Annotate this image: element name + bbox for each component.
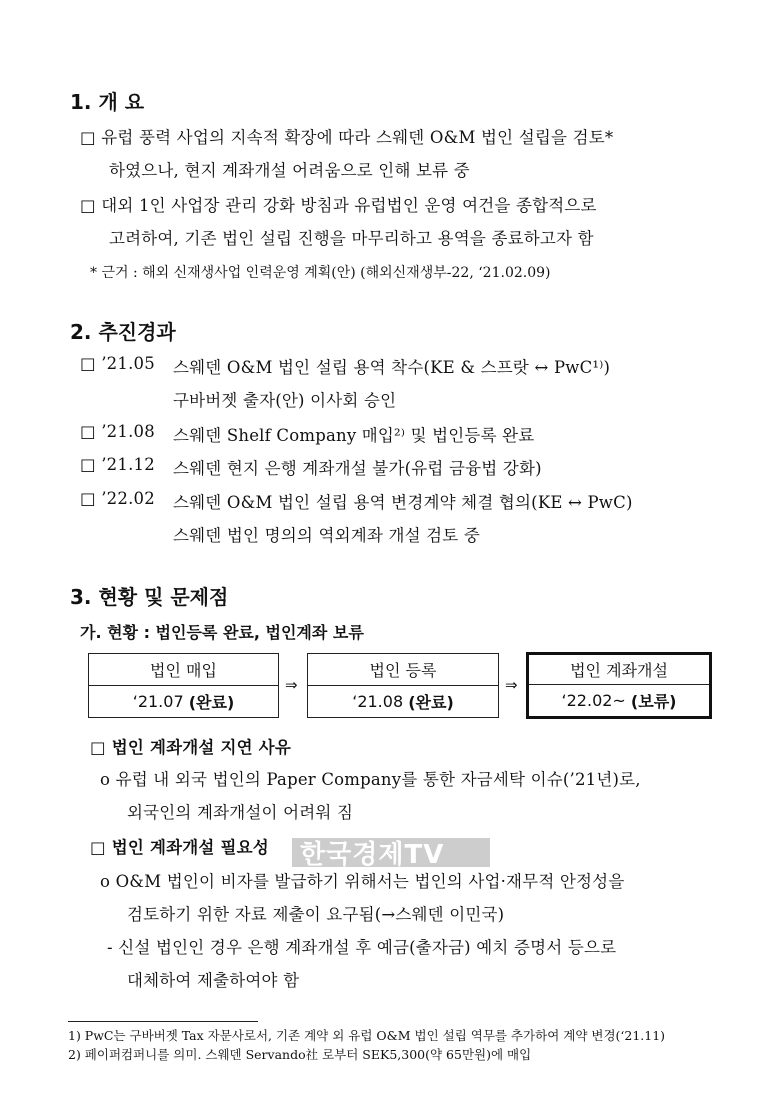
s1-bullet-2-line-2: 고려하여, 기존 법인 설립 진행을 마무리하고 용역을 종료하고자 함	[109, 229, 594, 248]
s2-row-4-text: 스웨덴 O&M 법인 설립 용역 변경계약 체결 협의(KE ↔ PwC)	[173, 493, 633, 512]
s2-row-1-date: □ ’21.05	[80, 354, 155, 373]
flow-box-purchase-date: ‘21.07	[132, 691, 184, 711]
flow-arrow-1: ⇒	[285, 676, 298, 694]
s2-row-3-date: □ ’21.12	[80, 455, 155, 474]
s2-row-2-text: 스웨덴 Shelf Company 매입²⁾ 및 법인등록 완료	[173, 426, 535, 445]
s1-bullet-1-line-2: 하였으나, 현지 계좌개설 어려움으로 인해 보류 중	[109, 161, 470, 180]
s1-basis-note: * 근거 : 해외 신재생사업 인력운영 계획(안) (해외신재생부-22, ‘21.02.09)	[90, 265, 551, 281]
section-3-title: 3. 현황 및 문제점	[70, 585, 229, 609]
flow-box-purchase-status: (완료)	[188, 692, 235, 712]
necessity-sub-line-2: 대체하여 제출하여야 함	[127, 971, 300, 990]
s2-row-3-text: 스웨덴 현지 은행 계좌개설 불가(유럽 금융법 강화)	[173, 459, 542, 478]
flow-box-account-title: 법인 계좌개설	[529, 655, 709, 685]
footnote-1: 1) PwC는 구바버젯 Tax 자문사로서, 기존 계약 외 유럽 O&M 법인 설립 역무를 추가하여 계약 변경(‘21.11)	[68, 1028, 666, 1043]
flow-box-registration-date: ‘21.08	[352, 691, 404, 711]
delay-reason-title: □ 법인 계좌개설 지연 사유	[90, 738, 291, 757]
flow-box-registration	[307, 653, 499, 718]
necessity-line-1: o O&M 법인이 비자를 발급하기 위해서는 법인의 사업·재무적 안정성을	[100, 872, 625, 891]
delay-reason-line-1: o 유럽 내 외국 법인의 Paper Company를 통한 자금세탁 이슈(’21년)로,	[100, 770, 641, 789]
s2-row-4-date: □ ’22.02	[80, 489, 155, 508]
flow-box-purchase-title: 법인 매입	[89, 654, 278, 686]
s2-row-1-text-2: 구바버젯 출자(안) 이사회 승인	[173, 391, 397, 410]
flow-box-registration-status: (완료)	[408, 692, 454, 712]
flow-box-account-status: (보류)	[630, 691, 677, 711]
delay-reason-line-2: 외국인의 계좌개설이 어려워 짐	[127, 803, 354, 822]
section-2-title: 2. 추진경과	[70, 320, 176, 344]
footnote-divider	[68, 1021, 258, 1022]
s2-row-1-text: 스웨덴 O&M 법인 설립 용역 착수(KE & 스프랏 ↔ PwC¹⁾)	[173, 358, 611, 377]
s1-bullet-2-line-1: □ 대외 1인 사업장 관리 강화 방침과 유럽법인 운영 여건을 종합적으로	[80, 196, 597, 215]
necessity-title: □ 법인 계좌개설 필요성	[90, 838, 269, 857]
watermark-logo: 한국경제TV	[300, 840, 445, 870]
flow-arrow-2: ⇒	[505, 676, 518, 694]
section-1-title: 1. 개 요	[70, 90, 145, 114]
flow-box-account-status-row	[529, 684, 709, 716]
s2-row-4-text-2: 스웨덴 법인 명의의 역외계좌 개설 검토 중	[173, 526, 481, 545]
s2-row-2-date: □ ’21.08	[80, 422, 155, 441]
flow-box-registration-status-row	[308, 685, 498, 717]
s1-bullet-1-line-1: □ 유럽 풍력 사업의 지속적 확장에 따라 스웨덴 O&M 법인 설립을 검토*	[80, 128, 614, 147]
footnote-2: 2) 페이퍼컴퍼니를 의미. 스웨덴 Servando社 로부터 SEK5,300(약 65만원)에 매입	[68, 1047, 532, 1062]
flow-box-purchase	[88, 653, 279, 718]
flow-box-registration-title: 법인 등록	[308, 654, 498, 686]
flow-box-account	[526, 652, 712, 719]
section-3-subtitle: 가. 현황 : 법인등록 완료, 법인계좌 보류	[80, 623, 364, 642]
necessity-line-2: 검토하기 위한 자료 제출이 요구됨(→스웨덴 이민국)	[127, 905, 505, 924]
flow-box-purchase-status-row	[89, 685, 278, 717]
necessity-sub-line-1: - 신설 법인인 경우 은행 계좌개설 후 예금(출자금) 예치 증명서 등으로	[107, 938, 617, 957]
flow-box-account-date: ‘22.02~	[561, 690, 626, 710]
